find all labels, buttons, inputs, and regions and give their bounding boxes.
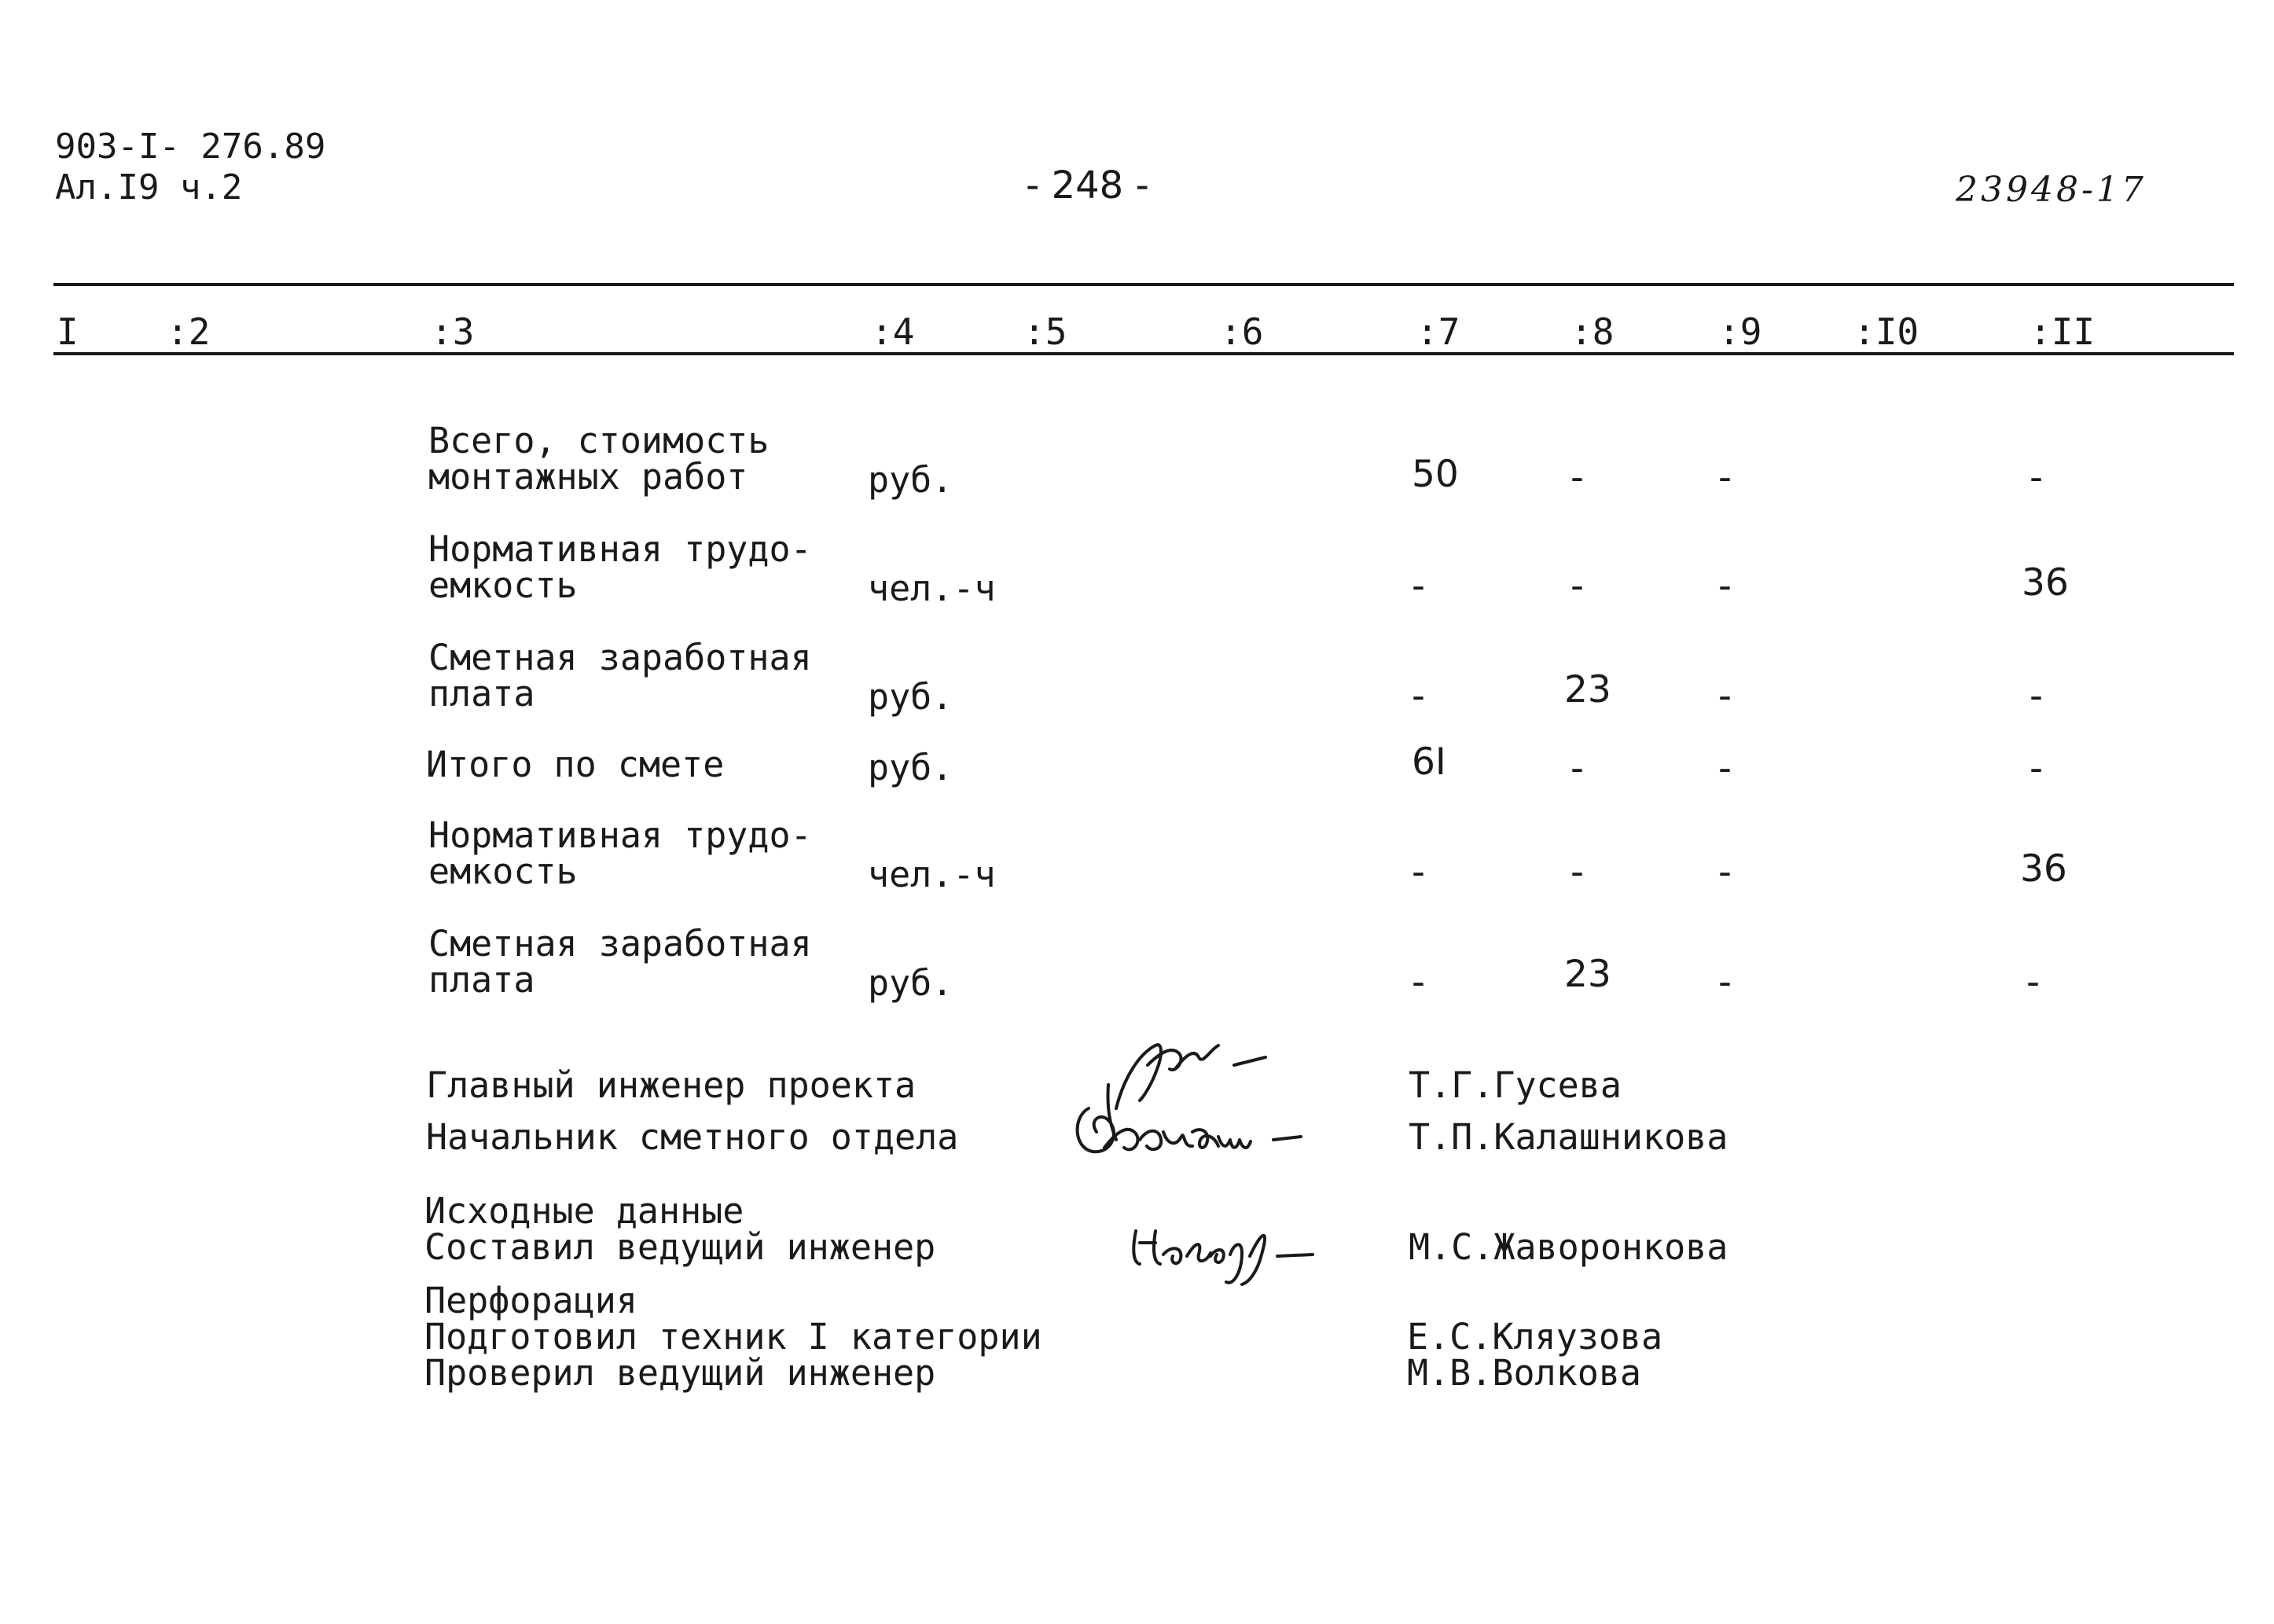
row-label-line1: Всего, стоимость <box>428 420 770 461</box>
compiled-by-signature <box>1124 1207 1383 1294</box>
column-header-8: :8 <box>1570 310 1615 353</box>
prepared-by-name: Е.С.Кляузова <box>1407 1316 1663 1358</box>
row-value-col9: - <box>1718 564 1732 608</box>
chief-engineer-name: Т.Г.Гусева <box>1409 1064 1622 1106</box>
row-unit: руб. <box>868 962 953 1004</box>
row-value-col9: - <box>1718 747 1732 790</box>
column-header-3: :3 <box>431 310 475 353</box>
source-data-title: Исходные данные <box>424 1190 744 1232</box>
row-unit: руб. <box>868 676 953 718</box>
chief-engineer-title: Главный инженер проекта <box>426 1064 917 1106</box>
document-code: 903-I- 276.89 <box>55 127 326 167</box>
header-rule-top <box>53 283 2234 286</box>
row-value-col11: - <box>2026 961 2040 1004</box>
page-number: - 248 - <box>1026 164 1149 208</box>
estimate-head-name: Т.П.Калашникова <box>1409 1116 1728 1158</box>
row-label-line2: емкость <box>428 564 578 606</box>
row-value-col9: - <box>1718 961 1732 1004</box>
row-label-line1: Сметная заработная <box>428 923 812 964</box>
column-header-2: :2 <box>167 310 211 353</box>
row-label-line2: плата <box>428 673 535 715</box>
row-label-line2: емкость <box>428 851 578 892</box>
column-header-4: :4 <box>871 310 915 353</box>
compiled-by-name: М.С.Жаворонкова <box>1409 1226 1728 1268</box>
row-value-col9: - <box>1718 674 1732 718</box>
row-value-col7: - <box>1412 674 1425 718</box>
column-header-1: I <box>57 310 79 353</box>
archive-number: 23948-17 <box>1956 170 2147 210</box>
row-value-col11: 36 <box>2022 561 2069 604</box>
perforation-title: Перфорация <box>424 1280 637 1321</box>
row-value-col9: - <box>1718 456 1732 499</box>
row-value-col8: - <box>1570 851 1584 894</box>
column-header-11: :II <box>2030 310 2096 353</box>
row-value-col11: - <box>2030 674 2043 718</box>
row-value-col8: - <box>1570 747 1584 790</box>
row-value-col8: - <box>1570 456 1584 499</box>
row-value-col11: 36 <box>2020 847 2067 891</box>
column-header-10: :I0 <box>1853 310 1919 353</box>
column-header-9: :9 <box>1718 310 1762 353</box>
checked-by-title: Проверил ведущий инженер <box>424 1352 936 1394</box>
row-value-col7: - <box>1412 564 1425 608</box>
estimate-head-title: Начальник сметного отдела <box>426 1116 959 1158</box>
row-value-col8: 23 <box>1564 953 1611 996</box>
compiled-by-title: Составил ведущий инженер <box>424 1226 936 1268</box>
row-label-line2: плата <box>428 959 535 1001</box>
row-label-line1: Сметная заработная <box>428 637 812 678</box>
album-reference: Ал.I9 ч.2 <box>55 167 243 208</box>
row-value-col7: - <box>1412 851 1425 894</box>
row-label-line1: Нормативная трудо- <box>428 528 812 570</box>
row-unit: чел.-ч <box>868 854 996 895</box>
row-label-line1: Итого по смете <box>426 744 725 785</box>
prepared-by-title: Подготовил техник I категории <box>424 1316 1042 1358</box>
row-value-col8: 23 <box>1564 668 1611 711</box>
row-label-line1: Нормативная трудо- <box>428 814 812 856</box>
row-value-col8: - <box>1570 564 1584 608</box>
row-unit: руб. <box>868 459 953 501</box>
estimate-head-signature <box>1065 1085 1332 1187</box>
row-unit: руб. <box>868 747 953 788</box>
row-value-col9: - <box>1718 851 1732 894</box>
row-label-line2: монтажных работ <box>428 456 748 498</box>
row-value-col7: - <box>1412 961 1425 1004</box>
row-value-col7: 50 <box>1412 453 1459 496</box>
row-unit: чел.-ч <box>868 568 996 609</box>
column-header-7: :7 <box>1416 310 1460 353</box>
checked-by-name: М.В.Волкова <box>1407 1352 1642 1394</box>
row-value-col11: - <box>2030 456 2043 499</box>
row-value-col7: 6I <box>1412 740 1446 784</box>
row-value-col11: - <box>2030 747 2043 790</box>
column-header-6: :6 <box>1220 310 1264 353</box>
column-header-5: :5 <box>1023 310 1067 353</box>
